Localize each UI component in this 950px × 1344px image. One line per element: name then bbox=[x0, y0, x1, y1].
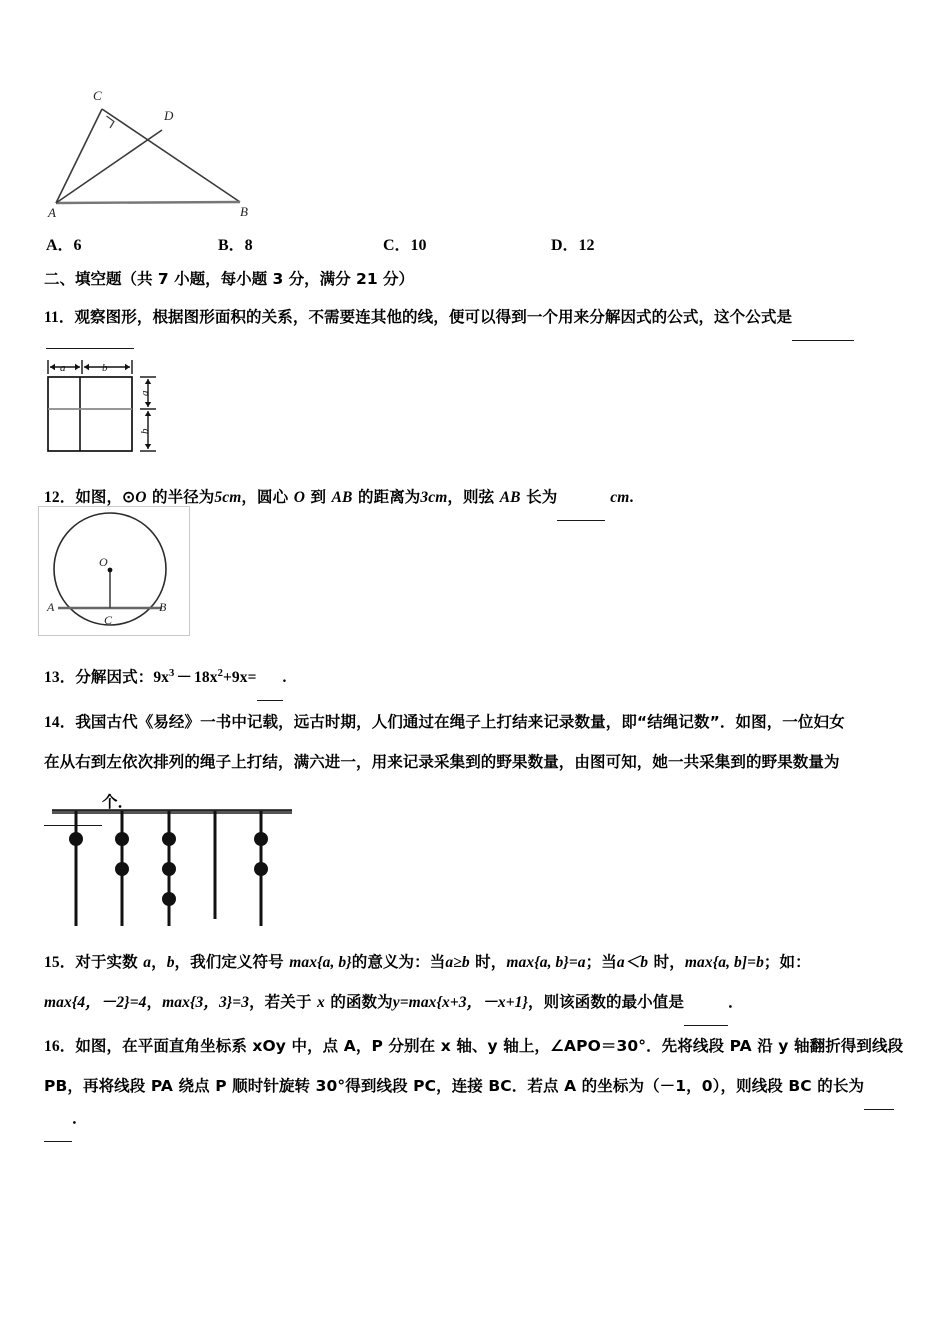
question-16-period: ． bbox=[72, 1109, 88, 1127]
knot-r1-k1 bbox=[69, 832, 83, 846]
q13-expr-c: +9x= bbox=[222, 669, 257, 686]
question-14-line1 bbox=[44, 702, 845, 743]
arrow-b-left bbox=[84, 364, 89, 370]
question-16-line2 bbox=[44, 1066, 894, 1110]
answer-blank-11b[interactable] bbox=[46, 348, 134, 349]
question-16-line1 bbox=[44, 1026, 903, 1067]
q15-l2-p5: 的函数为 bbox=[324, 993, 393, 1011]
q15-p4: ，我们定义符号 bbox=[174, 953, 290, 971]
knot-r3-k2 bbox=[162, 862, 176, 876]
answer-blank-12[interactable] bbox=[557, 480, 605, 521]
q15-l2-p3: ，若关于 bbox=[249, 993, 317, 1011]
question-13-label: 分解因式： bbox=[75, 668, 154, 686]
label-A: A bbox=[47, 600, 55, 614]
chord-ab-1: AB bbox=[331, 489, 353, 506]
question-12-prefix: 如图， bbox=[75, 488, 123, 506]
circle-svg bbox=[39, 507, 187, 633]
label-B: B bbox=[240, 204, 248, 218]
chord-ab-2: AB bbox=[499, 489, 521, 506]
question-12-number: 12． bbox=[44, 489, 76, 506]
answer-blank-16b[interactable] bbox=[44, 1101, 72, 1142]
answer-blank-16a[interactable] bbox=[864, 1069, 894, 1110]
question-13-line1 bbox=[44, 657, 287, 701]
question-14-unit-suffix: 个． bbox=[102, 793, 134, 811]
q13-exponent-2: 2 bbox=[217, 667, 223, 679]
q15-cond2: a＜b bbox=[616, 954, 649, 971]
q15-p2: ， bbox=[151, 953, 167, 971]
q13-expr-a: 9x bbox=[153, 669, 170, 686]
question-14-number: 14． bbox=[44, 714, 76, 731]
answer-blank-11a[interactable] bbox=[792, 300, 854, 341]
label-right-b: b bbox=[139, 428, 151, 434]
triangle-svg bbox=[44, 78, 294, 218]
label-right-a: a bbox=[139, 390, 151, 396]
q12-t4: 的距离为 bbox=[352, 488, 421, 506]
q15-var-b: b bbox=[166, 954, 175, 971]
q15-example-1: max{4，－2}=4 bbox=[44, 994, 147, 1011]
q12-t2: ，圆心 bbox=[241, 488, 294, 506]
point-o-1: O bbox=[135, 489, 147, 506]
knot-r3-k1 bbox=[162, 832, 176, 846]
arrow-rb-top bbox=[145, 411, 151, 416]
knot-r5-k2 bbox=[254, 862, 268, 876]
q12-t5: ，则弦 bbox=[447, 488, 500, 506]
q15-function: y=max{x+3，－x+1} bbox=[392, 994, 528, 1011]
square-svg bbox=[44, 358, 194, 458]
q13-period: . bbox=[282, 669, 287, 686]
segment-AC bbox=[56, 109, 102, 203]
q15-maxab: max{a, b} bbox=[289, 954, 352, 971]
q15-example-2: max{3，3}=3 bbox=[162, 994, 250, 1011]
q12-t1: 的半径为 bbox=[146, 488, 215, 506]
question-14-text-line2: 在从右到左依次排列的绳子上打结，满六进一，用来记录采集到的野果数量，由图可知，她一共采集到的野果数量为 bbox=[44, 753, 840, 771]
q15-p0: 对于实数 bbox=[75, 953, 144, 971]
question-15-number: 15． bbox=[44, 954, 76, 971]
question-11-line1 bbox=[44, 297, 854, 341]
label-top-b: b bbox=[102, 362, 108, 374]
q12-unit: cm bbox=[610, 489, 630, 506]
knot-r2-k2 bbox=[115, 862, 129, 876]
arrow-a-right bbox=[75, 364, 80, 370]
label-A: A bbox=[48, 205, 56, 218]
label-O: O bbox=[99, 555, 108, 569]
figure-square-identity bbox=[44, 358, 194, 458]
segment-AD bbox=[56, 130, 162, 203]
question-13-number: 13． bbox=[44, 669, 76, 686]
question-11-number: 11． bbox=[44, 309, 75, 326]
q15-p12: 时， bbox=[648, 953, 685, 971]
answer-options-row bbox=[46, 232, 646, 258]
question-15-line2 bbox=[44, 982, 744, 1026]
figure-triangle-abc bbox=[44, 78, 294, 218]
section-heading-fill-in-blank: 二、填空题（共 7 小题，每小题 3 分，满分 21 分） bbox=[44, 270, 415, 288]
q12-t3: 到 bbox=[305, 488, 332, 506]
q12-t6: 长为 bbox=[520, 488, 558, 506]
q12-period: . bbox=[629, 489, 634, 506]
arrow-b-right bbox=[125, 364, 130, 370]
figure-knotted-ropes bbox=[52, 806, 292, 928]
q13-expr-b: 18x bbox=[194, 669, 218, 686]
q15-cond1: a≥b bbox=[445, 954, 470, 971]
option-b[interactable]: B．8 bbox=[218, 237, 253, 254]
segment-AB bbox=[56, 202, 240, 203]
label-C: C bbox=[104, 613, 113, 627]
q12-radius-value: 5cm bbox=[214, 489, 242, 506]
question-14-text-line1: 我国古代《易经》一书中记载，远古时期，人们通过在绳子上打结来记录数量，即“结绳记数”．如图，一位妇女 bbox=[75, 713, 845, 731]
q12-distance-value: 3cm bbox=[420, 489, 448, 506]
question-16-text-line2: PB，再将线段 PA 绕点 P 顺时针旋转 30°得到线段 PC，连接 BC．若点 A 的坐标为（－1，0），则线段 BC 的长为 bbox=[44, 1077, 865, 1095]
arrow-ra-bottom bbox=[145, 402, 151, 407]
center-point-dot bbox=[108, 568, 113, 573]
q15-p8: 时， bbox=[469, 953, 507, 971]
label-D: D bbox=[164, 108, 174, 123]
figure-circle-chord bbox=[38, 506, 190, 636]
q15-p14: ；如： bbox=[763, 953, 811, 971]
q15-p6: 的意义为：当 bbox=[351, 953, 446, 971]
question-16-text-line1: 如图，在平面直角坐标系 xOy 中，点 A，P 分别在 x 轴、y 轴上，∠APO＝30°．先将线段 PA 沿 y 轴翻折得到线段 bbox=[75, 1037, 904, 1055]
knot-r3-k3 bbox=[162, 892, 176, 906]
question-16-line3 bbox=[44, 1098, 88, 1142]
question-15-line1 bbox=[44, 942, 811, 983]
q15-def1: max{a, b}=a bbox=[506, 954, 586, 971]
label-B: B bbox=[159, 600, 167, 614]
square-outline bbox=[48, 377, 132, 451]
answer-blank-13[interactable] bbox=[257, 660, 283, 701]
arrow-rb-bottom bbox=[145, 444, 151, 449]
q13-exponent-1: 3 bbox=[169, 667, 175, 679]
question-16-number: 16． bbox=[44, 1038, 76, 1055]
question-11-text: 观察图形，根据图形面积的关系，不需要连其他的线，便可以得到一个用来分解因式的公式，这个公式是 bbox=[74, 308, 793, 326]
right-angle-mark bbox=[107, 116, 115, 128]
arrow-a-left bbox=[50, 364, 55, 370]
label-top-a: a bbox=[60, 362, 66, 374]
label-C: C bbox=[93, 88, 102, 103]
q15-var-a: a bbox=[143, 954, 152, 971]
circle-symbol-icon: ⊙ bbox=[122, 489, 136, 506]
q15-def2: max{a, b]=b bbox=[684, 954, 764, 971]
q15-l2-p7: ，则该函数的最小值是 bbox=[527, 993, 684, 1011]
q15-period: ． bbox=[728, 993, 744, 1011]
option-a[interactable]: A．6 bbox=[46, 237, 82, 254]
option-c[interactable]: C．10 bbox=[383, 237, 427, 254]
q15-l2-p1: ， bbox=[146, 993, 163, 1011]
q15-var-x: x bbox=[316, 994, 325, 1011]
q15-p10: ；当 bbox=[585, 953, 617, 971]
knot-r2-k1 bbox=[115, 832, 129, 846]
point-o-2: O bbox=[293, 489, 306, 506]
arrow-ra-top bbox=[145, 379, 151, 384]
knot-r5-k1 bbox=[254, 832, 268, 846]
answer-blank-15[interactable] bbox=[684, 985, 728, 1026]
knots-svg bbox=[52, 806, 292, 928]
q13-minus: － bbox=[176, 669, 193, 686]
option-d[interactable]: D．12 bbox=[551, 237, 595, 254]
